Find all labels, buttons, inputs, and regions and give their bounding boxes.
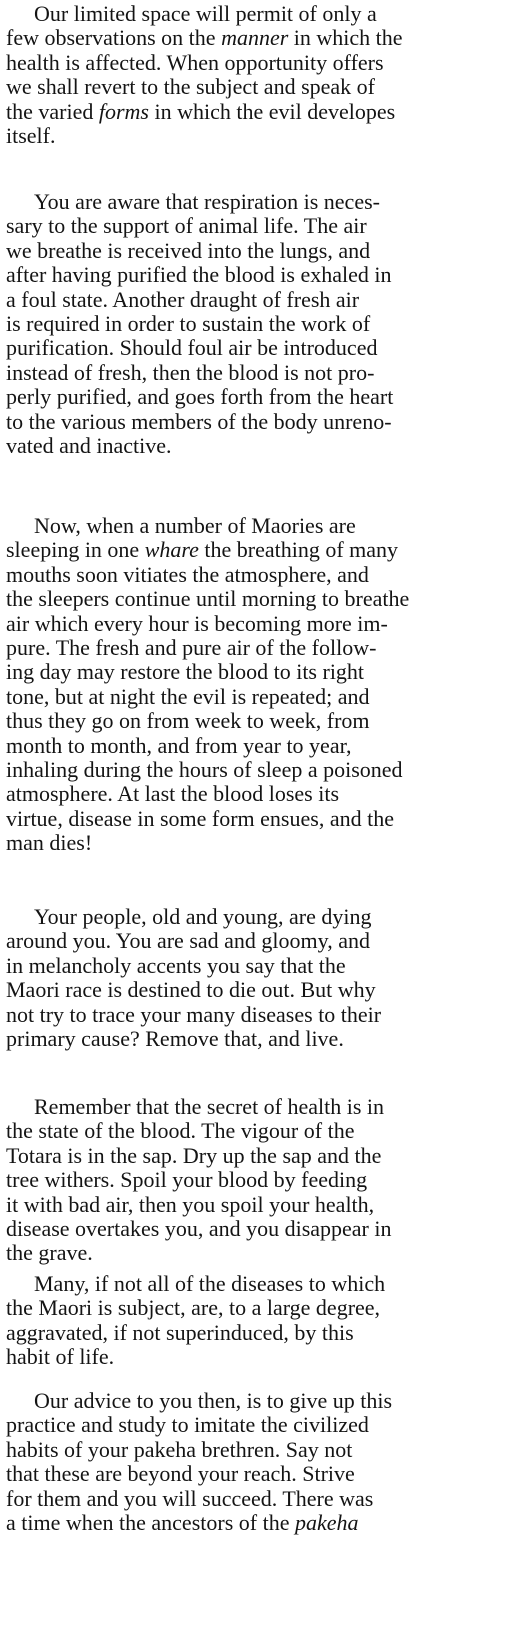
text-line: thus they go on from week to week, from — [6, 709, 370, 734]
paragraph-5 — [6, 1095, 498, 1266]
paragraph-2 — [6, 190, 498, 458]
text-line: ing day may restore the blood to its right — [6, 660, 365, 685]
text-line: tree withers. Spoil your blood by feeding — [6, 1168, 368, 1193]
text-line: not try to trace your many diseases to their — [6, 1002, 382, 1027]
text-line: Totara is in the sap. Dry up the sap and the — [6, 1143, 382, 1168]
text-line: that these are beyond your reach. Strive — [6, 1462, 355, 1487]
text-line: is required in order to sustain the work of — [6, 312, 371, 337]
paragraph-3 — [6, 514, 498, 856]
text-line: instead of fresh, then the blood is not pro- — [6, 360, 375, 385]
text-line: mouths soon vitiates the atmosphere, and — [6, 562, 369, 587]
text-line: Many, if not all of the diseases to which — [34, 1272, 386, 1296]
text-line: few observations on the manner in which the — [6, 26, 403, 51]
text-line: You are aware that respiration is neces- — [34, 190, 380, 214]
text-line: the state of the blood. The vigour of the — [6, 1119, 355, 1144]
text-line: inhaling during the hours of sleep a poisoned — [6, 758, 403, 783]
italic-word: pakeha — [294, 1511, 359, 1536]
text-line: health is affected. When opportunity offers — [6, 50, 384, 75]
paragraph-7 — [6, 1389, 498, 1535]
text-line: habit of life. — [6, 1345, 115, 1370]
text-line: it with bad air, then you spoil your health, — [6, 1192, 375, 1217]
text-line: Remember that the secret of health is in — [34, 1095, 385, 1119]
text-line: itself. — [6, 124, 56, 149]
text-line: month to month, and from year to year, — [6, 733, 352, 758]
text-line: we breathe is received into the lungs, and — [6, 238, 371, 263]
text-line: Our limited space will permit of only a — [34, 2, 377, 26]
text-line: a foul state. Another draught of fresh air — [6, 287, 360, 312]
text-line: the grave. — [6, 1241, 93, 1266]
text-line: the Maori is subject, are, to a large degree, — [6, 1296, 381, 1321]
text-line: habits of your pakeha brethren. Say not — [6, 1437, 353, 1462]
text-line: Your people, old and young, are dying — [34, 905, 372, 929]
text-line: pure. The fresh and pure air of the follow- — [6, 636, 377, 661]
text-line: vated and inactive. — [6, 434, 172, 459]
text-line: disease overtakes you, and you disappear in — [6, 1217, 392, 1242]
italic-word: whare — [144, 538, 199, 563]
text-line: we shall revert to the subject and speak of — [6, 75, 375, 100]
italic-word: manner — [221, 26, 289, 51]
paragraph-6 — [6, 1272, 498, 1370]
text-line: Our advice to you then, is to give up this — [34, 1389, 393, 1413]
text-line: around you. You are sad and gloomy, and — [6, 929, 370, 954]
text-line: tone, but at night the evil is repeated; and — [6, 684, 370, 709]
italic-word: forms — [98, 99, 149, 124]
text-line: virtue, disease in some form ensues, and the — [6, 806, 394, 831]
text-line: primary cause? Remove that, and live. — [6, 1027, 344, 1052]
text-line: a time when the ancestors of the pakeha — [6, 1511, 359, 1536]
text-line: atmosphere. At last the blood loses its — [6, 782, 340, 807]
paragraph-1 — [6, 2, 498, 148]
text-line: after having purified the blood is exhaled in — [6, 263, 392, 288]
text-line: air which every hour is becoming more im- — [6, 611, 388, 636]
text-line: to the various members of the body unreno- — [6, 409, 392, 434]
text-line: in melancholy accents you say that the — [6, 953, 346, 978]
text-line: the varied forms in which the evil developes — [6, 99, 396, 124]
text-line: the sleepers continue until morning to breathe — [6, 587, 410, 612]
text-line: Now, when a number of Maories are — [34, 514, 356, 538]
text-line: sary to the support of animal life. The air — [6, 214, 367, 239]
text-line: perly purified, and goes forth from the heart — [6, 385, 394, 410]
text-line: sleeping in one whare the breathing of many — [6, 538, 399, 563]
text-line: purification. Should foul air be introduced — [6, 336, 378, 361]
text-line: practice and study to imitate the civilized — [6, 1413, 369, 1438]
text-line: Maori race is destined to die out. But why — [6, 978, 376, 1003]
text-line: for them and you will succeed. There was — [6, 1486, 374, 1511]
text-line: aggravated, if not superinduced, by this — [6, 1320, 354, 1345]
paragraph-4 — [6, 905, 498, 1051]
text-line: man dies! — [6, 831, 93, 856]
